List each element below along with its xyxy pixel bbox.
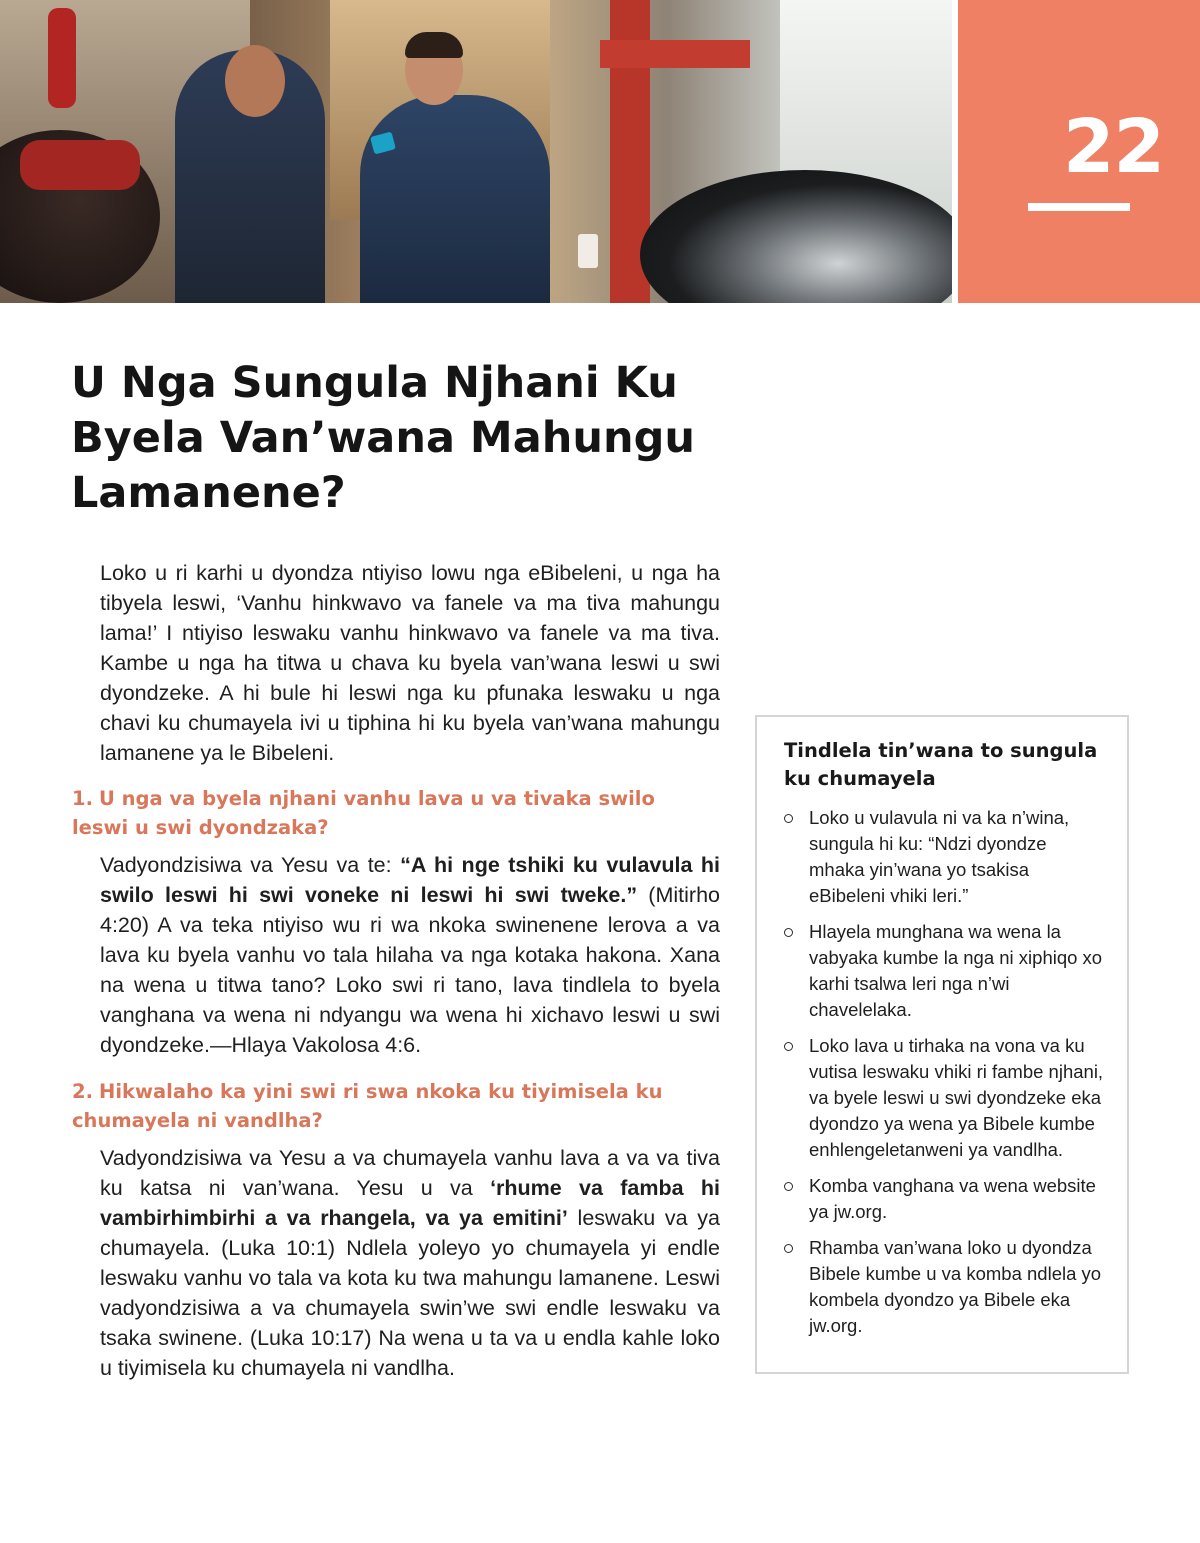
intro-paragraph: Loko u ri karhi u dyondza ntiyiso lowu nga eBibeleni, u nga ha tibyela leswi, ‘Vanhu hinkwavo va fanele va ma tiva mahungu lama!’ I ntiyiso leswaku vanhu hinkwavo va fanele va ma tiva. Kambe u nga ha titwa u chava ku byela van’wana leswi u swi dyondzeke. A hi bule hi leswi nga ku pfunaka leswaku u nga chavi ku chumayela ivi u tiphina hi ku byela van’wana mahungu lamanene ya le Bibeleni. xyxy=(100,561,720,765)
page-title: U Nga Sungula Njhani Ku Byela Van’wana Mahungu Lamanene? xyxy=(71,358,695,518)
question-1 xyxy=(72,784,712,842)
sidebar-item: Loko u vulavula ni va ka n’wina, sungula hi ku: “Ndzi dyondze mhaka yin’wana yo tsakisa eBibeleni vhiki leri.” xyxy=(784,805,1104,909)
sidebar-item: Komba vanghana va wena website ya jw.org. xyxy=(784,1173,1104,1225)
question-2-number: 2. xyxy=(72,1080,93,1103)
sidebar-item: Loko lava u tirhaka na vona va ku vutisa leswaku vhiki ri fambe njhani, va byele leswi u swi dyondzeke eka dyondzo ya wena ya Bibele kumbe enhlengeletanweni ya vandlha. xyxy=(784,1033,1104,1163)
question-1-text: U nga va byela njhani vanhu lava u va tivaka swilo leswi u swi dyondzaka? xyxy=(72,787,655,839)
chapter-badge xyxy=(958,0,1200,303)
question-2-text: Hikwalaho ka yini swi ri swa nkoka ku tiyimisela ku chumayela ni vandlha? xyxy=(72,1080,663,1132)
bullet-icon xyxy=(784,928,793,937)
chapter-underline xyxy=(1028,203,1130,211)
sidebar-title: Tindlela tin’wana to sungula ku chumayela xyxy=(784,739,1098,790)
chapter-number: 22 xyxy=(1063,104,1164,190)
tips-sidebar xyxy=(755,715,1129,1374)
answer-2 xyxy=(100,1143,720,1383)
bullet-icon xyxy=(784,1182,793,1191)
answer-2-text: Vadyondzisiwa va Yesu a va chumayela vanhu lava a va va tiva ku katsa ni van’wana. Yesu u va xyxy=(100,1146,720,1200)
question-1-number: 1. xyxy=(72,787,93,810)
answer-2-scripture-quote: ‘rhume va famba hi vambirhimbirhi a va rhangela, va ya emitini’ xyxy=(100,1176,720,1230)
sidebar-list xyxy=(784,805,1104,1349)
answer-1 xyxy=(100,850,720,1060)
answer-2-text-cont: leswaku va ya chumayela. (Luka 10:1) Ndlela yoleyo yo chumayela yi endle leswaku vanhu vo tala va kota ku twa mahungu lamanene. Leswi vadyondzisiwa a va chumayela swin’we swi endle leswaku va tsaka swinene. (Luka 10:17) Na wena u ta va u endla kahle loko u tiyimisela ku chumayela ni vandlha. xyxy=(100,1206,720,1380)
sidebar-item: Rhamba van’wana loko u dyondza Bibele kumbe u va komba ndlela yo kombela dyondzo ya Bibele eka jw.org. xyxy=(784,1235,1104,1339)
answer-1-text-cont: (Mitirho 4:20) A va teka ntiyiso wu ri wa nkoka swinenene lerova a va lava ku byela vanhu vo tala hilaha va nga kotaka hakona. Xana na wena u titwa tano? Loko swi ri tano, lava tindlela to byela vanghana va wena ni ndyangu wa wena hi xichavo leswi u swi dyondzeke.—Hlaya Vakolosa 4:6. xyxy=(100,883,720,1057)
bullet-icon xyxy=(784,1244,793,1253)
bullet-icon xyxy=(784,814,793,823)
question-2 xyxy=(72,1077,712,1135)
answer-1-text: Vadyondzisiwa va Yesu va te: xyxy=(100,853,401,877)
sidebar-item: Hlayela munghana wa wena la vabyaka kumbe la nga ni xiphiqo xo karhi tsalwa leri nga n’wi chavelelaka. xyxy=(784,919,1104,1023)
bullet-icon xyxy=(784,1042,793,1051)
hero-photo xyxy=(0,0,952,303)
answer-1-scripture-quote: “A hi nge tshiki ku vulavula hi swilo leswi hi swi voneke ni leswi hi swi tweke.” xyxy=(100,853,720,907)
